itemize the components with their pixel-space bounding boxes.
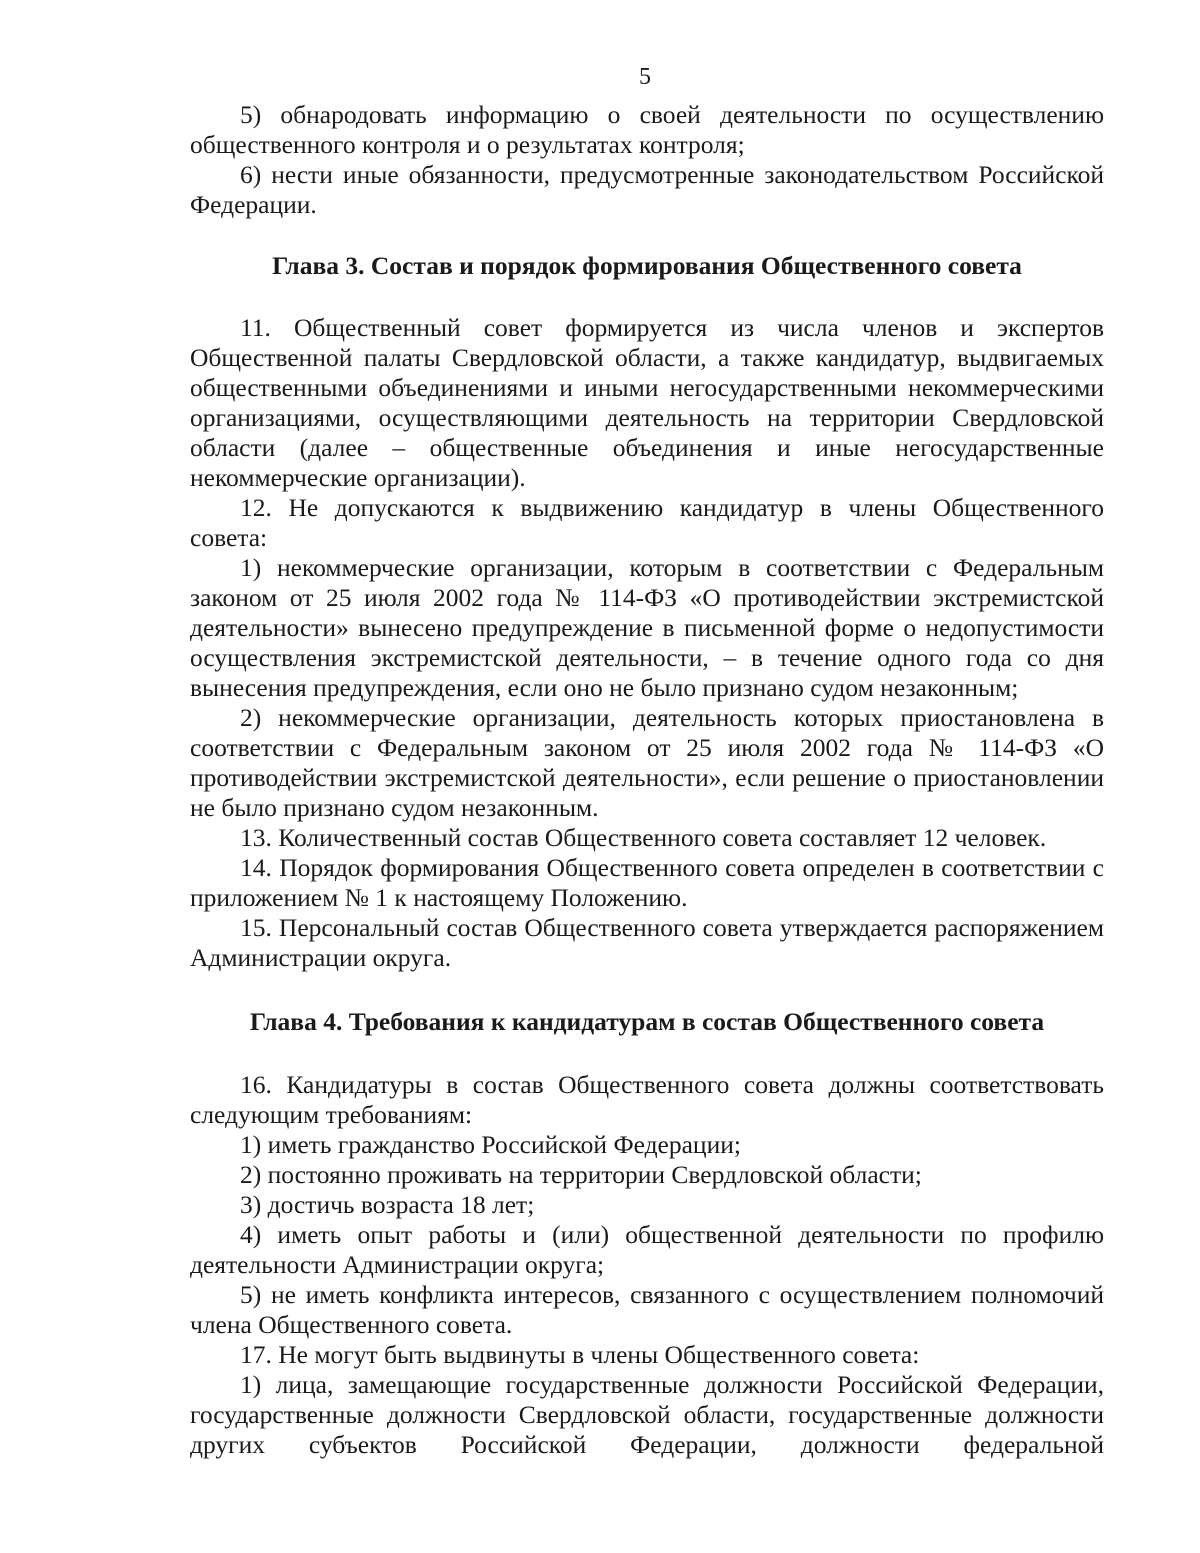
paragraph-12: 12. Не допускаются к выдвижению кандидатур в члены Общественного совета: — [190, 493, 1104, 552]
paragraph-15: 15. Персональный состав Общественного совета утверждается распоряжением Администрации округа. — [190, 913, 1104, 972]
paragraph-16-item-1: 1) иметь гражданство Российской Федерации; — [240, 1130, 741, 1159]
paragraph-17-item-1: 1) лица, замещающие государственные должности Российской Федерации, государственные должности Свердловской области, государственные должности других субъектов Российской Федерации, должности федеральной — [190, 1370, 1104, 1459]
page-number: 5 — [639, 64, 651, 90]
paragraph-12-item-2: 2) некоммерческие организации, деятельность которых приостановлена в соответствии с Федеральным законом от 25 июля 2002 года № 114-ФЗ «О противодействии экстремистской деятельности», если решение о приостановлении не было признано судом незаконным. — [190, 703, 1104, 822]
paragraph-17: 17. Не могут быть выдвинуты в члены Общественного совета: — [240, 1340, 920, 1369]
paragraph-16: 16. Кандидатуры в состав Общественного совета должны соответствовать следующим требованиям: — [190, 1070, 1104, 1129]
paragraph-16-item-5: 5) не иметь конфликта интересов, связанного с осуществлением полномочий члена Общественного совета. — [190, 1280, 1104, 1339]
paragraph-12-item-1: 1) некоммерческие организации, которым в соответствии с Федеральным законом от 25 июля 2002 года № 114-ФЗ «О противодействии экстремистской деятельности» вынесено предупреждение в письменной форме о недопустимости осуществления экстремистской деятельности, – в течение одного года со дня вынесения предупреждения, если оно не было признано судом незаконным; — [190, 553, 1104, 702]
paragraph-16-item-4: 4) иметь опыт работы и (или) общественной деятельности по профилю деятельности Администрации округа; — [190, 1220, 1104, 1279]
paragraph-14: 14. Порядок формирования Общественного совета определен в соответствии с приложением № 1 к настоящему Положению. — [190, 853, 1104, 912]
chapter-4-heading: Глава 4. Требования к кандидатурам в состав Общественного совета — [249, 1007, 1045, 1036]
paragraph-16-item-3: 3) достичь возраста 18 лет; — [240, 1190, 535, 1219]
paragraph-duty-5: 5) обнародовать информацию о своей деятельности по осуществлению общественного контроля и о результатах контроля; — [190, 100, 1104, 159]
paragraph-16-item-2: 2) постоянно проживать на территории Свердловской области; — [240, 1160, 922, 1189]
paragraph-11: 11. Общественный совет формируется из числа членов и экспертов Общественной палаты Свердловской области, а также кандидатур, выдвигаемых общественными объединениями и иными негосударственными некоммерческими организациями, осуществляющими деятельность на территории Свердловской области (далее – общественные объединения и иные негосударственные некоммерческие организации). — [190, 313, 1104, 492]
document-body — [190, 100, 1104, 1460]
chapter-3-heading: Глава 3. Состав и порядок формирования Общественного совета — [272, 251, 1022, 280]
paragraph-13: 13. Количественный состав Общественного совета составляет 12 человек. — [240, 823, 1047, 852]
paragraph-duty-6: 6) нести иные обязанности, предусмотренные законодательством Российской Федерации. — [190, 160, 1104, 219]
